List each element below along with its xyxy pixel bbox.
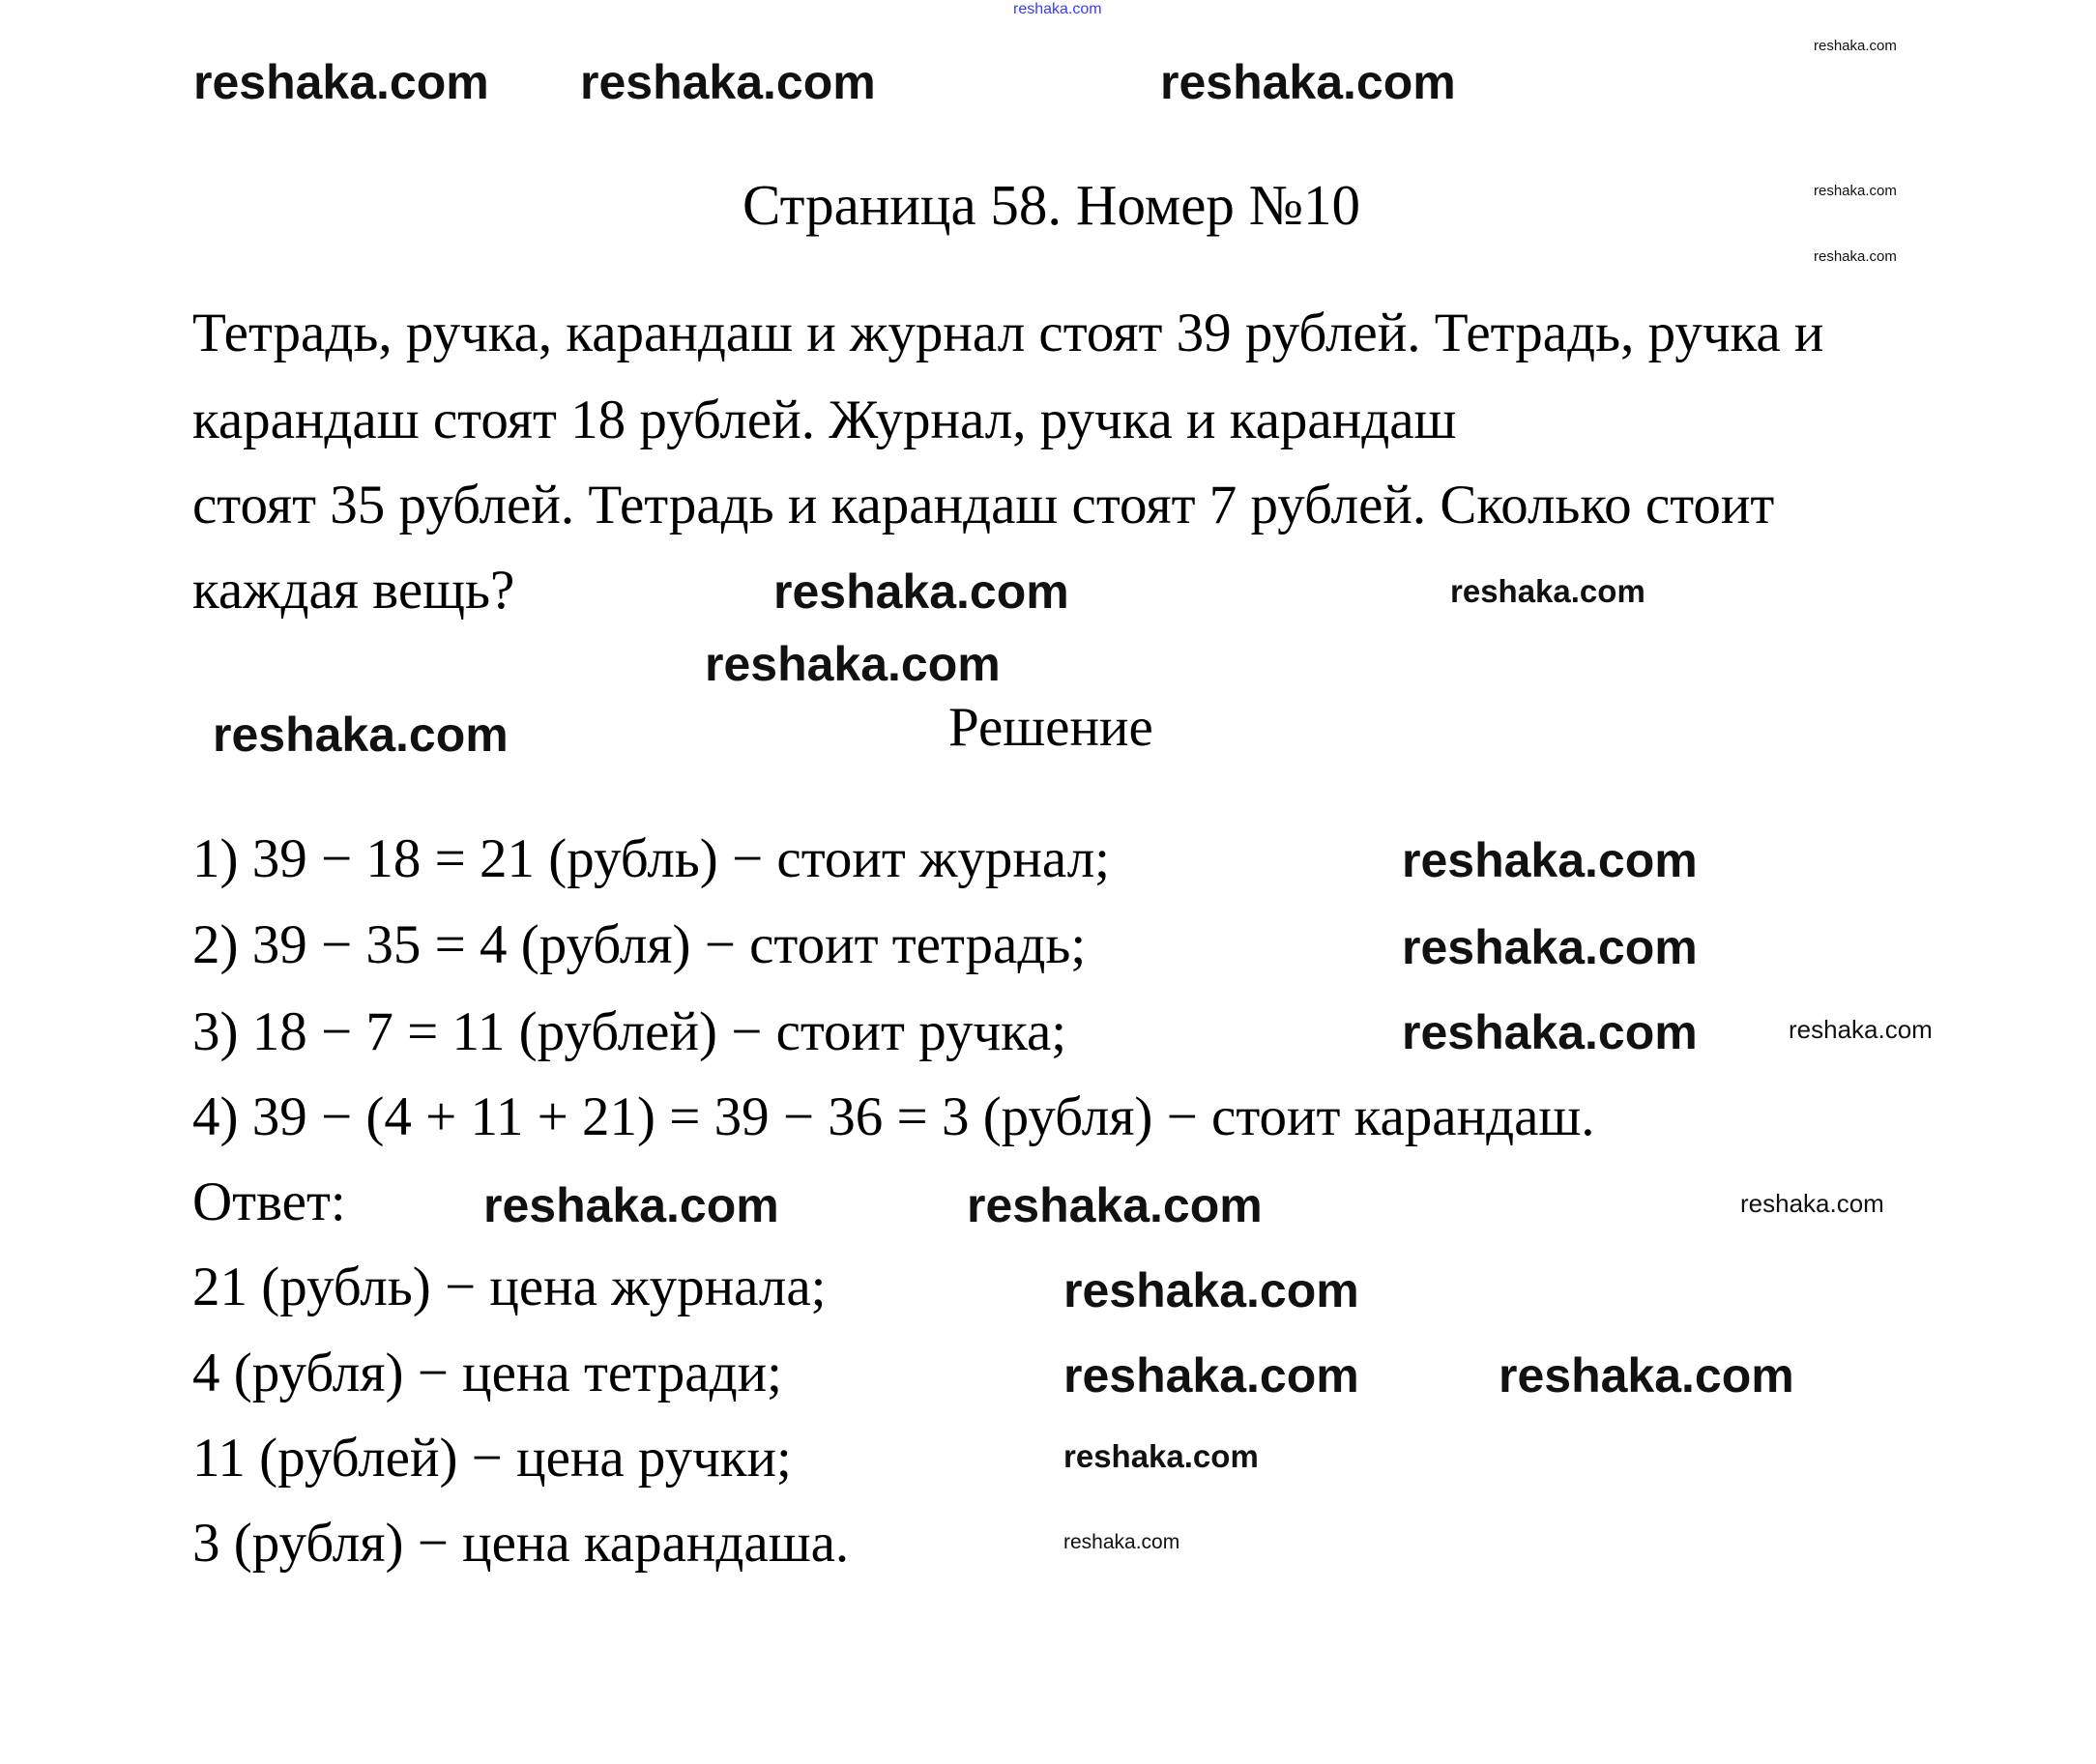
watermark: reshaka.com — [773, 564, 1069, 619]
watermark: reshaka.com — [1402, 833, 1698, 887]
problem-line: каждая вещь? — [192, 560, 515, 621]
answer-line: 11 (рублей) − цена ручки; — [192, 1428, 792, 1489]
watermark: reshaka.com — [193, 55, 489, 109]
problem-line: Тетрадь, ручка, карандаш и журнал стоят 39 рублей. Тетрадь, ручка и — [192, 303, 1824, 363]
watermark: reshaka.com — [1499, 1348, 1794, 1403]
problem-line: карандаш стоят 18 рублей. Журнал, ручка и карандаш — [192, 390, 1457, 450]
watermark: reshaka.com — [1450, 573, 1645, 609]
answer-label: Ответ: — [192, 1171, 346, 1232]
watermark: reshaka.com — [1063, 1348, 1359, 1403]
answer-line: 4 (рубля) − цена тетради; — [192, 1343, 782, 1403]
watermark: reshaka.com — [1814, 248, 1897, 265]
answer-line: 3 (рубля) − цена карандаша. — [192, 1513, 850, 1574]
solution-heading: Решение — [948, 697, 1153, 758]
watermark: reshaka.com — [1402, 920, 1698, 974]
watermark: reshaka.com — [967, 1178, 1263, 1232]
solution-step: 4) 39 − (4 + 11 + 21) = 39 − 36 = 3 (рубля) − стоит карандаш. — [192, 1086, 1595, 1147]
watermark: reshaka.com — [1063, 1263, 1359, 1317]
watermark: reshaka.com — [1160, 55, 1456, 109]
watermark: reshaka.com — [1063, 1438, 1259, 1474]
solution-step: 3) 18 − 7 = 11 (рублей) − стоит ручка; — [192, 1001, 1067, 1062]
watermark: reshaka.com — [1814, 38, 1897, 54]
watermark: reshaka.com — [1789, 1015, 1933, 1044]
page-title: Страница 58. Номер №10 — [742, 173, 1360, 237]
watermark: reshaka.com — [1814, 183, 1897, 199]
watermark: reshaka.com — [483, 1178, 779, 1232]
top-watermark: reshaka.com — [1013, 1, 1102, 17]
watermark: reshaka.com — [580, 55, 876, 109]
watermark: reshaka.com — [1063, 1531, 1180, 1553]
solution-step: 2) 39 − 35 = 4 (рубля) − стоит тетрадь; — [192, 914, 1087, 975]
watermark: reshaka.com — [213, 708, 509, 762]
watermark: reshaka.com — [705, 637, 1001, 691]
watermark: reshaka.com — [1740, 1189, 1884, 1218]
solution-step: 1) 39 − 18 = 21 (рубль) − стоит журнал; — [192, 828, 1110, 889]
watermark: reshaka.com — [1402, 1005, 1698, 1059]
problem-line: стоят 35 рублей. Тетрадь и карандаш стоят 7 рублей. Сколько стоит — [192, 475, 1775, 535]
answer-line: 21 (рубль) − цена журнала; — [192, 1257, 827, 1317]
